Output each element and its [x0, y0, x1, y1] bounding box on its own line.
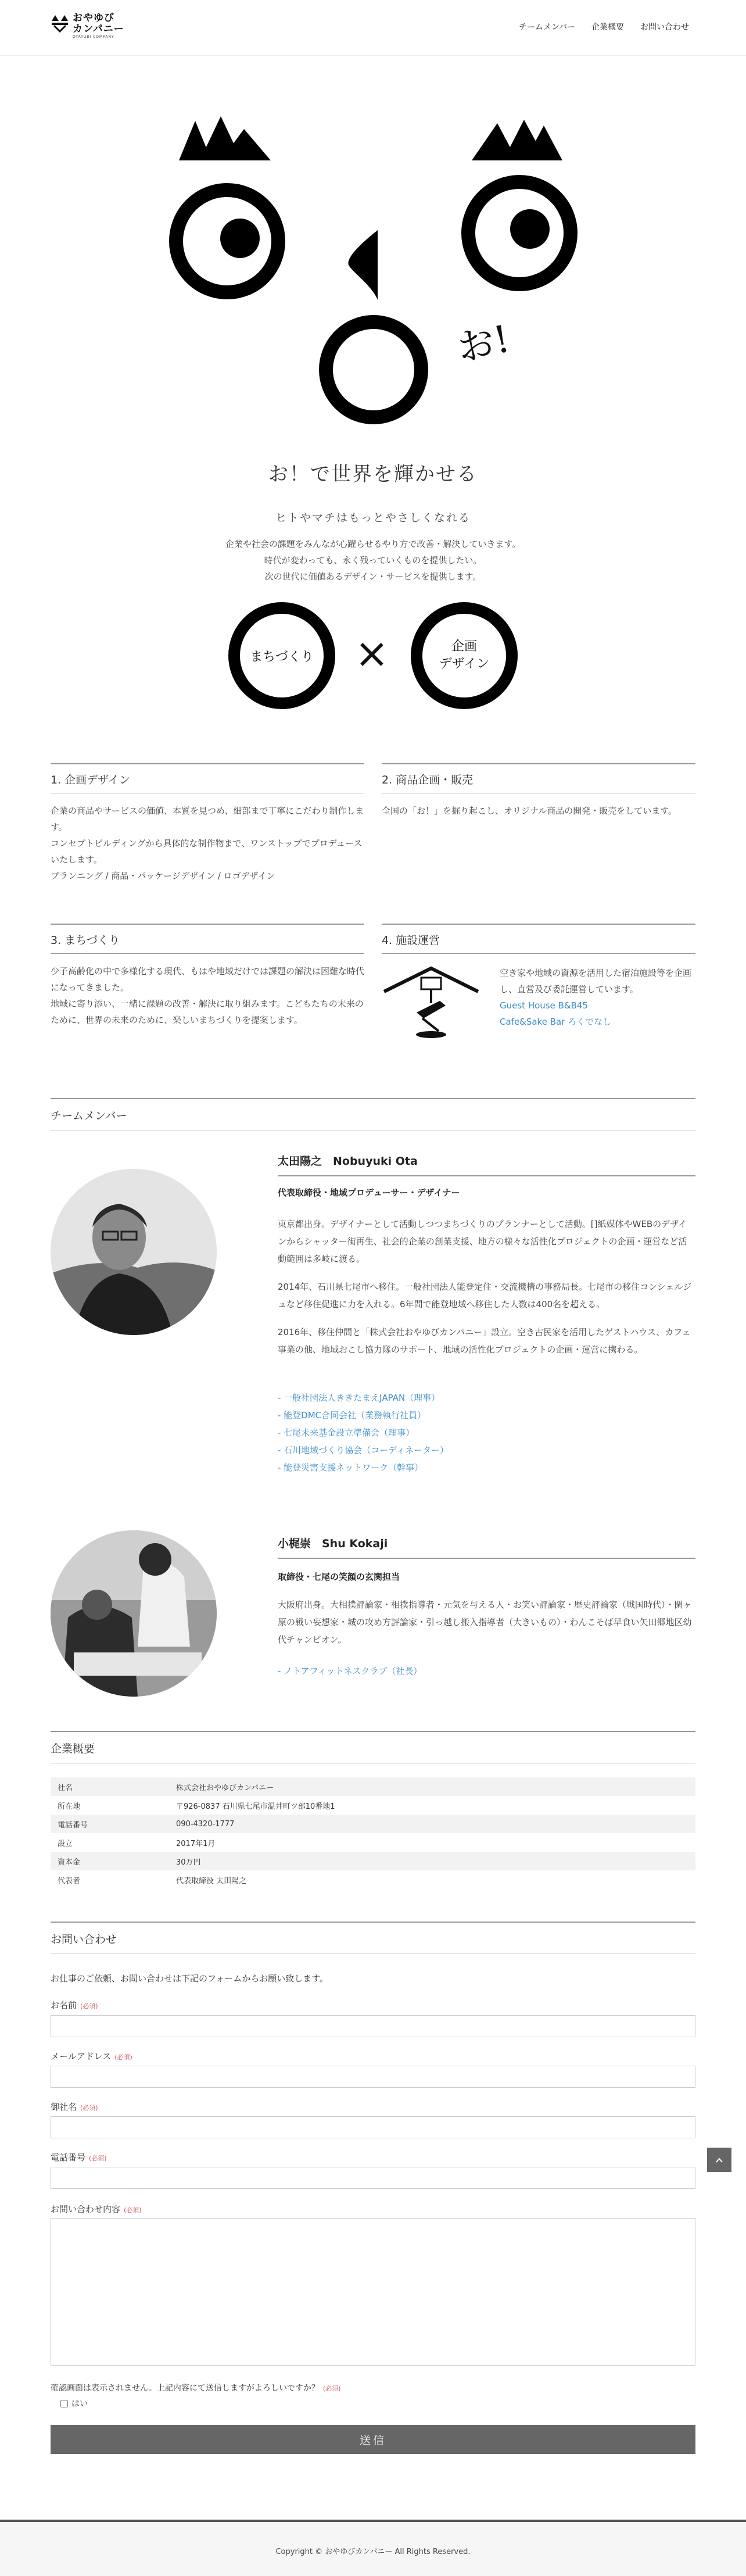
- hero-body-line: 企業や社会の課題をみんなが心躍らせるやり方で改善・解決していきます。: [225, 539, 521, 549]
- logo-subtitle: OYAYUBI COMPANY: [73, 35, 114, 39]
- portrait-kokaji: [51, 1530, 217, 1697]
- machizukuri-label: まちづくり: [250, 649, 314, 664]
- right-pupil: [510, 209, 550, 249]
- service-text: コンセプトビルディングから具体的な制作物まで、ワンストップでプロデュースいたします。: [51, 838, 363, 865]
- required-mark: (必須): [89, 2155, 107, 2162]
- member-link[interactable]: - ノトアフィットネスクラブ（社長）: [278, 1666, 422, 1676]
- required-mark: (必須): [114, 2053, 132, 2061]
- company-value: 株式会社おやゆびカンパニー: [176, 1783, 274, 1793]
- service-text: 企業の商品やサービスの価値、本質を見つめ、細部まで丁寧にこだわり制作します。: [51, 806, 364, 832]
- service-title: 4. 施設運営: [382, 924, 695, 954]
- service-title: 2. 商品企画・販売: [382, 763, 695, 793]
- service-text: 地域に寄り添い、一緒に課題の改善・解決に取り組みます。こどもたちの未来のために、世界の未来のために、楽しいまちづくりを提案します。: [51, 999, 364, 1025]
- guest-house-illustration: [382, 963, 480, 1042]
- nav-team-members[interactable]: チームメンバー: [518, 23, 575, 32]
- portrait-ota: [51, 1169, 217, 1335]
- service-machizukuri: [51, 924, 364, 1028]
- kikaku-design-circle: [411, 602, 518, 709]
- logo-name-line1: おやゆび: [73, 12, 114, 24]
- table-row: [51, 1870, 695, 1889]
- company-name-label: [51, 2101, 98, 2113]
- company-value: 代表取締役 太田陽之: [176, 1876, 247, 1886]
- company-key: 所在地: [58, 1802, 81, 1811]
- name-input[interactable]: [51, 2015, 695, 2037]
- email-input[interactable]: [51, 2066, 695, 2088]
- field-label: お問い合わせ内容: [51, 2204, 121, 2214]
- required-mark: (必須): [80, 2002, 98, 2010]
- service-planning-design: [51, 763, 364, 884]
- mouth: [326, 322, 421, 417]
- member-link[interactable]: - 石川地域づくり協会（コーディネーター）: [278, 1445, 449, 1455]
- hero-face-illustration: [0, 56, 746, 439]
- times-symbol: ×: [354, 629, 389, 677]
- member-link[interactable]: - 能登災害支援ネットワーク（幹事）: [278, 1462, 424, 1473]
- company-value: 090-4320-1777: [176, 1819, 235, 1829]
- confirm-label: [51, 2382, 340, 2393]
- nav-contact[interactable]: お問い合わせ: [640, 23, 689, 32]
- company-table: [51, 1777, 695, 1889]
- company-key: 社名: [58, 1783, 73, 1793]
- member-link[interactable]: - 七尾未来基金設立準備会（理事）: [278, 1427, 415, 1438]
- table-row: [51, 1833, 695, 1852]
- site-header: [0, 0, 746, 56]
- member-ota-links: [278, 1389, 449, 1476]
- field-label: お名前: [51, 2000, 77, 2010]
- field-label: 電話番号: [51, 2152, 86, 2163]
- member-kokaji-photo: [51, 1530, 217, 1697]
- kikaku-label: 企画: [451, 639, 477, 654]
- field-label: 御社名: [51, 2102, 77, 2112]
- member-kokaji-name: 小梶崇 Shu Kokaji: [278, 1535, 695, 1559]
- member-ota-bio: [278, 1215, 695, 1358]
- hero-subtitle: ヒトやマチはもっとやさしくなれる: [275, 511, 471, 524]
- table-row: [51, 1796, 695, 1815]
- service-product-sales: [382, 763, 695, 819]
- company-key: 設立: [58, 1839, 73, 1848]
- link-guest-house[interactable]: Guest House B&B45: [500, 1000, 588, 1011]
- member-ota-name: 太田陽之 Nobuyuki Ota: [278, 1153, 695, 1176]
- member-ota-role: 代表取締役・地域プロデューサー・デザイナー: [278, 1187, 460, 1198]
- chevron-up-icon: [715, 2156, 724, 2165]
- service-text: 全国の「お！」を掘り起こし、オリジナル商品の開発・販売をしています。: [382, 806, 677, 816]
- member-kokaji-bio: [278, 1596, 695, 1648]
- site-footer: [0, 2520, 746, 2576]
- service-title: 3. まちづくり: [51, 924, 364, 954]
- facility-text: [500, 965, 695, 1030]
- confirm-text: 確認画面は表示されません。上記内容にて送信しますがよろしいですか？: [51, 2384, 320, 2393]
- hero-body-line: 時代が変わっても、永く残っていくものを提供したい。: [264, 555, 482, 566]
- company-value: 〒926-0837 石川県七尾市温井町ツ部10番地1: [176, 1802, 335, 1811]
- table-row: [51, 1815, 695, 1833]
- phone-input[interactable]: [51, 2167, 695, 2189]
- service-text: 少子高齢化の中で多様化する現代、もはや地域だけでは課題の解決は困難な時代になってきました。: [51, 966, 365, 993]
- scroll-top-button[interactable]: [707, 2148, 731, 2172]
- member-link[interactable]: - 一般社団法人ききたまえJAPAN（理事）: [278, 1393, 440, 1403]
- email-label: [51, 2050, 132, 2062]
- link-cafe-sake-bar[interactable]: Cafe&Sake Bar ろくでなし: [500, 1017, 612, 1027]
- message-label: [51, 2203, 142, 2215]
- submit-button[interactable]: 送信: [51, 2425, 695, 2454]
- design-label: デザイン: [439, 657, 490, 671]
- contact-intro: お仕事のご依頼、お問い合わせは下記のフォームからお願い致します。: [51, 1973, 329, 1984]
- table-row: [51, 1777, 695, 1796]
- logo-name-line2: カンパニー: [73, 23, 124, 35]
- company-key: 資本金: [58, 1858, 81, 1867]
- message-textarea[interactable]: [51, 2218, 695, 2366]
- field-label: メールアドレス: [51, 2051, 112, 2062]
- face-exclamation: お!: [453, 317, 514, 371]
- required-mark: (必須): [322, 2385, 341, 2392]
- team-heading: チームメンバー: [51, 1098, 695, 1130]
- service-text: ブランニング / 商品・パッケージデザイン / ロゴデザイン: [51, 871, 275, 881]
- service-title: 1. 企画デザイン: [51, 763, 364, 793]
- logo-mark-icon: [51, 13, 70, 33]
- service-facility: [382, 924, 695, 954]
- member-ota-photo: [51, 1169, 217, 1335]
- company-name-input[interactable]: [51, 2116, 695, 2138]
- member-kokaji-role: 取締役・七尾の笑顔の玄関担当: [278, 1572, 400, 1582]
- name-label: [51, 1999, 98, 2011]
- hero-title: お！で世界を輝かせる: [268, 463, 478, 486]
- main-nav: [519, 21, 689, 33]
- required-mark: (必須): [80, 2104, 98, 2112]
- confirm-yes-option[interactable]: [60, 2398, 88, 2409]
- company-key: 代表者: [58, 1876, 81, 1886]
- company-value: 30万円: [176, 1858, 201, 1867]
- hero-body-line: 次の世代に価値あるデザイン・サービスを提供します。: [264, 571, 482, 582]
- bio-paragraph: 2014年、石川県七尾市へ移住。一般社団法人能登定住・交流機構の事務局長。七尾市の移住コンシェルジュなど移住促進に力を入れる。6年間で能登地域へ移住した人数は400名を超える。: [278, 1282, 692, 1310]
- bio-paragraph: 大阪府出身。大相撲評論家・相撲指導者・元気を与える人・お笑い評論家・歴史評論家（戦国時代）・閑ヶ原の戦い妄想家・城の攻め方評論家・引っ越し搬入指導者（大きいもの）・わんこそば早食い矢田郷地区幼代チャンピオン。: [278, 1600, 692, 1645]
- bio-paragraph: 2016年、移住仲間と「株式会社おやゆびカンパニー」設立。空き古民家を活用したゲストハウス、カフェ事業の他、地域おこし協力隊のサポート、地域の活性化プロジェクトの企画・運営に携わる。: [278, 1327, 691, 1355]
- site-logo[interactable]: [51, 12, 132, 46]
- machizukuri-circle: [228, 602, 335, 709]
- hero-body: [0, 536, 746, 585]
- company-heading: 企業概要: [51, 1731, 695, 1763]
- bio-paragraph: 東京都出身。デザイナーとして活動しつつまちづくりのプランナーとして活動。[]紙媒体やWEBのデザインからシャッター街再生、社会的企業の創業支援、地方の様々な活性化プロジェクトの企画・運営など活動範囲は多岐に渡る。: [278, 1219, 687, 1264]
- member-link[interactable]: - 能登DMC合同会社（業務執行社員）: [278, 1410, 426, 1421]
- table-row: [51, 1852, 695, 1870]
- confirm-yes-label: はい: [71, 2399, 88, 2409]
- service-text: 空き家や地域の資源を活用した宿泊施設等を企画し、直営及び委託運営しています。: [500, 968, 692, 994]
- left-pupil: [220, 219, 260, 258]
- copyright: Copyright © おやゆびカンパニー All Rights Reserved.: [275, 2548, 471, 2556]
- member-kokaji-links: [278, 1662, 422, 1680]
- nose: [348, 230, 378, 300]
- company-key: 電話番号: [58, 1820, 88, 1830]
- nav-company-overview[interactable]: 企業概要: [591, 23, 624, 32]
- company-value: 2017年1月: [176, 1839, 216, 1848]
- phone-label: [51, 2151, 107, 2163]
- contact-heading: お問い合わせ: [51, 1922, 695, 1954]
- required-mark: (必須): [124, 2206, 142, 2214]
- confirm-checkbox[interactable]: [60, 2400, 68, 2407]
